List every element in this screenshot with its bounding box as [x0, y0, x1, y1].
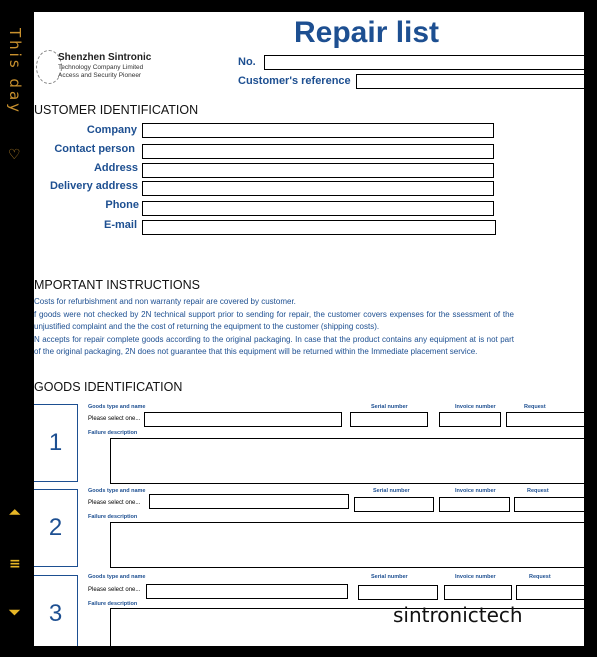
- email-label: E-mail: [103, 219, 137, 231]
- failure-description-field[interactable]: [110, 522, 584, 568]
- serial-number-field[interactable]: [354, 497, 434, 512]
- address-field[interactable]: [142, 163, 494, 178]
- failure-description-label: Failure description: [88, 601, 138, 607]
- serial-number-field[interactable]: [358, 585, 438, 600]
- company-subtitle: Technology Company Limited: [58, 64, 144, 71]
- request-field[interactable]: [516, 585, 584, 600]
- company-slogan: Access and Security Pioneer: [58, 72, 142, 79]
- phone-label: Phone: [105, 199, 139, 211]
- goods-type-label: Goods type and name: [88, 488, 146, 494]
- goods-type-select-text[interactable]: Please select one...: [88, 500, 141, 506]
- contact-person-label: Contact person: [54, 143, 135, 155]
- goods-item-number: 1: [34, 404, 78, 482]
- instructions-section-title: MPORTANT INSTRUCTIONS: [34, 278, 200, 292]
- failure-description-label: Failure description: [88, 514, 138, 520]
- instruction-2: f goods were not checked by 2N technical support prior to sending for repair, the customer covers expenses for the ssessment of the unjustified complaint and the the cost of returning the equipment to the customer (shipping costs).: [34, 310, 514, 331]
- reference-field[interactable]: [356, 74, 584, 89]
- serial-number-field[interactable]: [350, 412, 428, 427]
- goods-type-select-text[interactable]: Please select one...: [88, 416, 141, 422]
- delivery-address-label: Delivery address: [49, 180, 138, 192]
- invoice-number-field[interactable]: [439, 412, 501, 427]
- reader-sidebar: [0, 0, 34, 657]
- serial-number-label: Serial number: [373, 488, 410, 494]
- instruction-1: Costs for refurbishment and non warranty repair are covered by customer.: [34, 297, 296, 306]
- page-title: Repair list: [294, 16, 440, 49]
- goods-type-label: Goods type and name: [88, 404, 146, 410]
- invoice-number-label: Invoice number: [455, 488, 496, 494]
- no-field[interactable]: [264, 55, 584, 70]
- invoice-number-field[interactable]: [439, 497, 510, 512]
- goods-type-select-text[interactable]: Please select one...: [88, 587, 141, 593]
- invoice-number-field[interactable]: [444, 585, 512, 600]
- request-field[interactable]: [506, 412, 584, 427]
- watermark: sintronictech: [393, 603, 523, 627]
- failure-description-label: Failure description: [88, 430, 138, 436]
- skip-to-bottom-icon[interactable]: ⏷: [9, 605, 21, 621]
- skip-to-top-icon[interactable]: ⏶: [9, 505, 21, 521]
- goods-type-label: Goods type and name: [88, 574, 146, 580]
- no-label: No.: [238, 56, 256, 68]
- address-label: Address: [93, 162, 138, 174]
- goods-item-number: 2: [34, 489, 78, 567]
- serial-number-label: Serial number: [371, 404, 408, 410]
- reference-label: Customer's reference: [238, 75, 351, 87]
- customer-section-title: USTOMER IDENTIFICATION: [34, 103, 199, 117]
- goods-type-field[interactable]: [146, 584, 348, 599]
- company-field[interactable]: [142, 123, 494, 138]
- heart-icon[interactable]: ♡: [8, 146, 21, 162]
- document-page: [34, 12, 584, 646]
- company-label: Company: [86, 124, 137, 136]
- serial-number-label: Serial number: [371, 574, 408, 580]
- invoice-number-label: Invoice number: [455, 404, 496, 410]
- failure-description-field[interactable]: [110, 438, 584, 484]
- invoice-number-label: Invoice number: [455, 574, 496, 580]
- delivery-address-field[interactable]: [142, 181, 494, 196]
- contact-person-field[interactable]: [142, 144, 494, 159]
- request-field[interactable]: [514, 497, 584, 512]
- goods-type-field[interactable]: [149, 494, 349, 509]
- this-day-label: This day: [6, 28, 24, 116]
- goods-item-number: 3: [34, 575, 78, 646]
- request-label: Request: [527, 488, 549, 494]
- instruction-3: N accepts for repair complete goods according to the original packaging. In case that the product contains any equipment at is not part of the original packaging, 2N does not guarantee that this equipment will be returned within the Immediate placement service.: [34, 335, 514, 356]
- request-label: Request: [529, 574, 551, 580]
- request-label: Request: [524, 404, 546, 410]
- goods-type-field[interactable]: [144, 412, 342, 427]
- goods-section-title: GOODS IDENTIFICATION: [34, 380, 183, 394]
- company-name: Shenzhen Sintronic: [58, 52, 152, 63]
- phone-field[interactable]: [142, 201, 494, 216]
- email-field[interactable]: [142, 220, 496, 235]
- menu-icon[interactable]: ≡: [9, 556, 21, 572]
